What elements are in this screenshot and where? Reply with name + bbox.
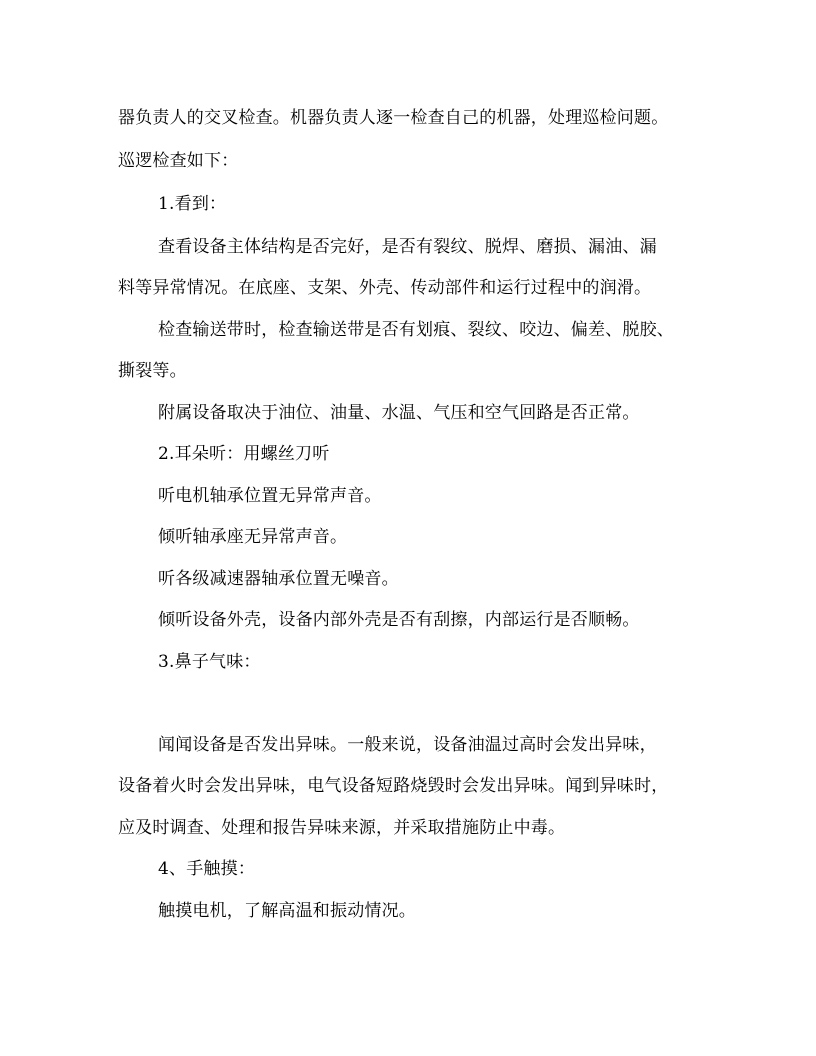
section-heading: 3.鼻子气味： [158, 652, 261, 672]
paragraph-line: 听各级减速器轴承位置无噪音。 [158, 569, 399, 589]
paragraph-line: 查看设备主体结构是否完好，是否有裂纹、脱焊、磨损、漏油、漏 [158, 237, 657, 257]
paragraph-line: 撕裂等。 [118, 361, 187, 381]
section-heading: 2.耳朵听：用螺丝刀听 [158, 444, 330, 464]
paragraph-line: 倾听轴承座无异常声音。 [158, 527, 348, 547]
section-heading: 4、手触摸： [158, 859, 256, 879]
paragraph-line: 器负责人的交叉检查。机器负责人逐一检查自己的机器，处理巡检问题。 [118, 108, 669, 128]
paragraph-line: 附属设备取决于油位、油量、水温、气压和空气回路是否正常。 [158, 403, 640, 423]
paragraph-line: 巡逻检查如下： [118, 151, 239, 171]
paragraph-line: 听电机轴承位置无异常声音。 [158, 486, 382, 506]
paragraph-line: 料等异常情况。在底座、支架、外壳、传动部件和运行过程中的润滑。 [118, 278, 652, 298]
paragraph-line: 应及时调查、处理和报告异味来源，并采取措施防止中毒。 [118, 818, 566, 838]
paragraph-line: 设备着火时会发出异味，电气设备短路烧毁时会发出异味。闻到异味时， [118, 776, 669, 796]
paragraph-line: 检查输送带时，检查输送带是否有划痕、裂纹、咬边、偏差、脱胶、 [158, 320, 674, 340]
paragraph-line: 触摸电机，了解高温和振动情况。 [158, 901, 416, 921]
paragraph-line: 倾听设备外壳，设备内部外壳是否有刮擦，内部运行是否顺畅。 [158, 610, 640, 630]
section-heading: 1.看到： [158, 194, 227, 214]
paragraph-line: 闻闻设备是否发出异味。一般来说，设备油温过高时会发出异味， [158, 735, 657, 755]
